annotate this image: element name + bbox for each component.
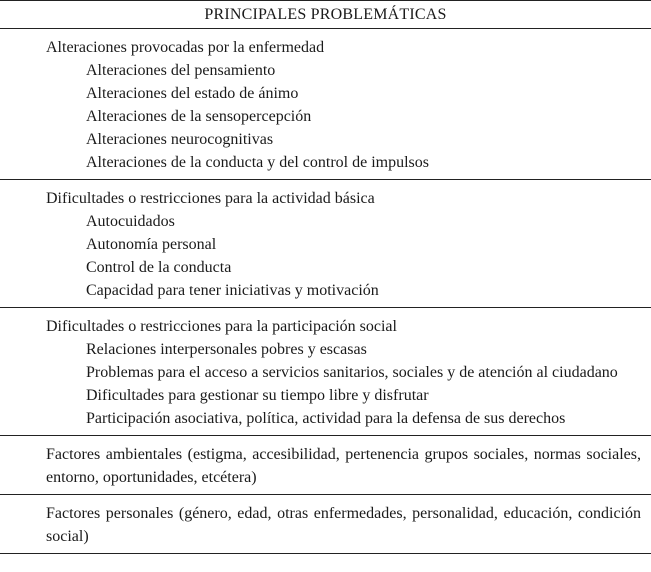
list-item: Problemas para el acceso a servicios sanitarios, sociales y de atención al ciudadano [86,364,618,381]
section-title: Factores personales (género, edad, otras enfermedades, personalidad, educación, condición social) [46,505,641,545]
list-item: Participación asociativa, política, actividad para la defensa de sus derechos [86,410,566,427]
list-item: Autonomía personal [86,236,217,253]
table-section [0,308,651,436]
table-section [0,495,651,554]
list-item: Capacidad para tener iniciativas y motivación [86,282,379,299]
section-title: Dificultades o restricciones para la participación social [46,318,397,335]
table-section [0,180,651,308]
list-item: Alteraciones neurocognitivas [86,131,274,148]
table-section [0,436,651,495]
list-item: Control de la conducta [86,259,232,276]
list-item: Alteraciones del pensamiento [86,62,276,79]
list-item: Alteraciones de la sensopercepción [86,108,312,125]
list-item: Dificultades para gestionar su tiempo libre y disfrutar [86,387,429,404]
list-item: Relaciones interpersonales pobres y escasas [86,341,367,358]
table-header: PRINCIPALES PROBLEMÁTICAS [0,0,651,29]
section-title: Dificultades o restricciones para la actividad básica [46,190,375,207]
section-title: Alteraciones provocadas por la enfermedad [46,39,325,56]
list-item: Autocuidados [86,213,175,230]
list-item: Alteraciones del estado de ánimo [86,85,299,102]
section-title: Factores ambientales (estigma, accesibilidad, pertenencia grupos sociales, normas sociales, entorno, oportunidades, etcétera) [46,446,641,486]
list-item: Alteraciones de la conducta y del control de impulsos [86,154,430,171]
table-section [0,29,651,180]
